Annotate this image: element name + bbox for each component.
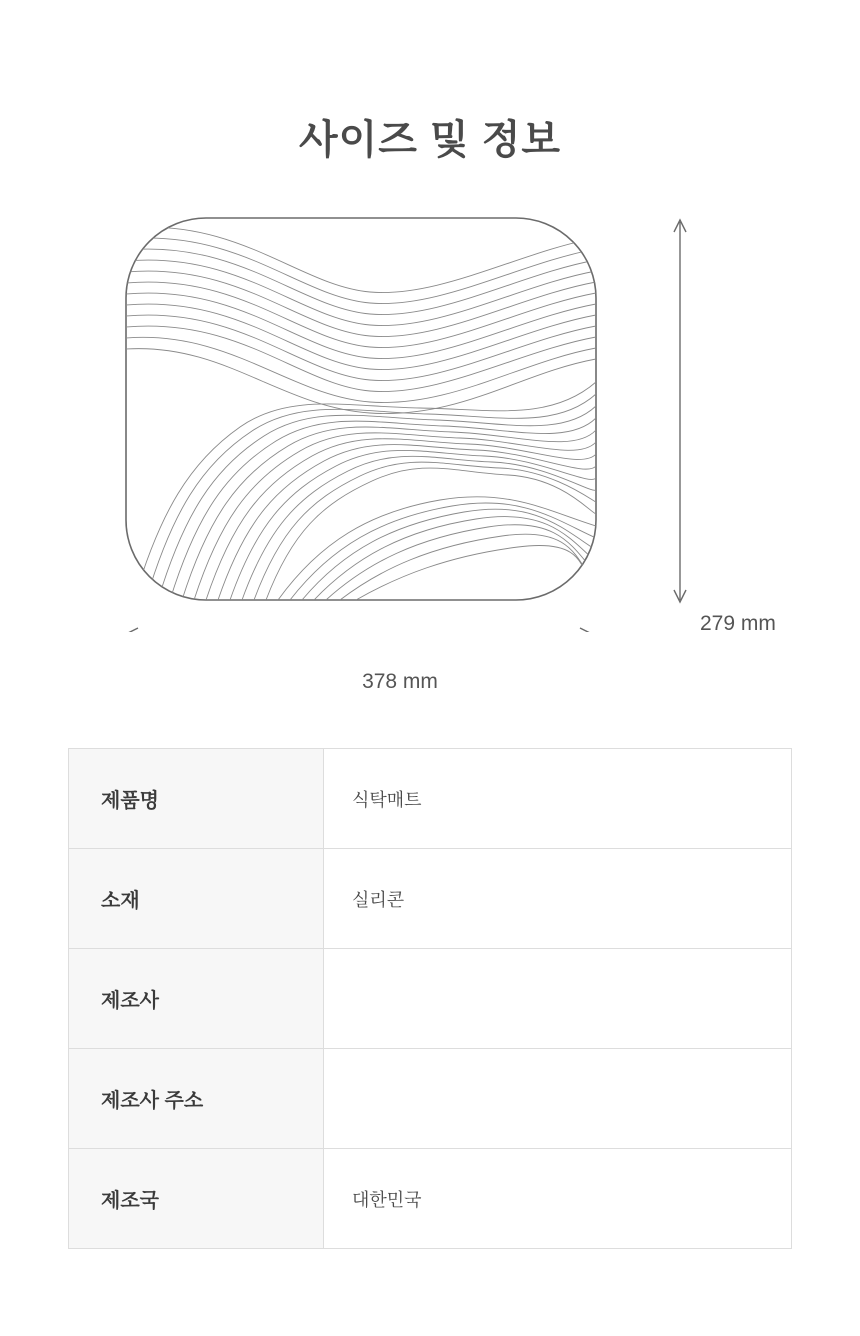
table-row: [69, 749, 792, 849]
table-row: [69, 949, 792, 1049]
mat-wave-texture: [126, 227, 596, 600]
spec-value-country-of-origin: 대한민국: [324, 1149, 792, 1249]
table-row: [69, 1049, 792, 1149]
placemat-illustration: [120, 212, 720, 632]
table-row: [69, 849, 792, 949]
height-dimension-arrow: [674, 220, 686, 602]
width-dimension-arrow: [126, 628, 592, 632]
page-title: 사이즈 및 정보: [298, 118, 562, 162]
spec-value-product-name: 식탁매트: [324, 749, 792, 849]
spec-label-manufacturer-address: 제조사 주소: [69, 1049, 324, 1149]
spec-label-manufacturer: 제조사: [69, 949, 324, 1049]
spec-label-material: 소재: [69, 849, 324, 949]
spec-value-manufacturer-address: [324, 1049, 792, 1149]
spec-value-manufacturer: [324, 949, 792, 1049]
spec-label-product-name: 제품명: [69, 749, 324, 849]
table-row: [69, 1149, 792, 1249]
spec-value-material: 실리콘: [324, 849, 792, 949]
spec-label-country-of-origin: 제조국: [69, 1149, 324, 1249]
product-spec-table: [68, 748, 792, 1249]
size-diagram: [0, 212, 860, 712]
width-dimension-label: 378 mm: [362, 670, 438, 693]
height-dimension-label: 279 mm: [700, 612, 776, 635]
